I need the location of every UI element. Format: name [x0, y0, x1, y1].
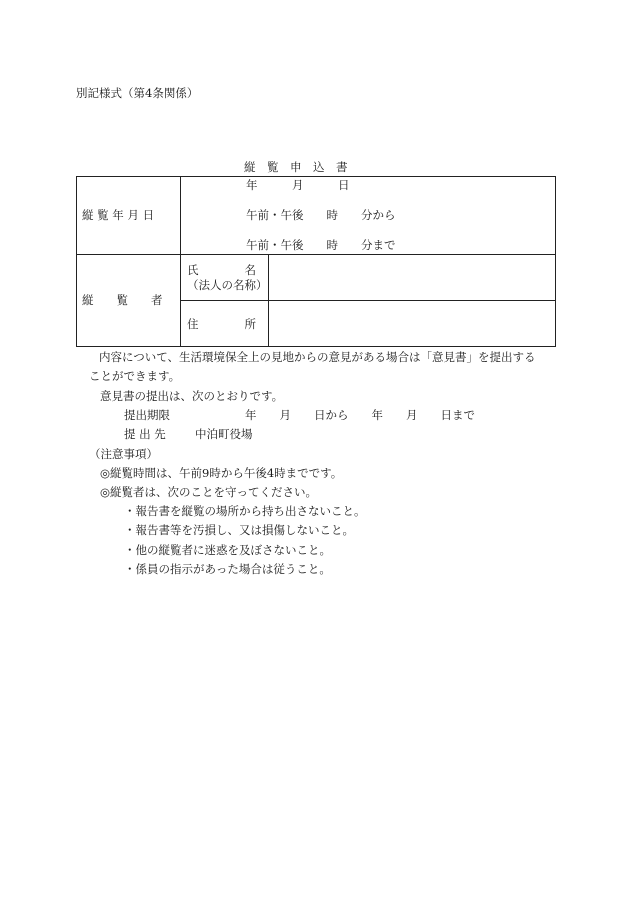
viewer-row-divider [180, 300, 555, 301]
notes-rules-intro: ◎縦覧者は、次のことを守ってください。 [100, 485, 318, 499]
rule-item: ・他の縦覧者に迷惑を及ぼさないこと。 [124, 543, 331, 557]
viewer-label: 縦 覧 者 [82, 293, 163, 307]
corporate-name-label: （法人の名称） [187, 278, 268, 292]
form-reference: 別記様式（第4条関係） [76, 86, 199, 100]
submission-intro: 意見書の提出は、次のとおりです。 [100, 389, 284, 403]
rule-item: ・報告書を縦覧の場所から持ち出さないこと。 [124, 504, 366, 518]
submit-to-value: 中泊町役場 [195, 427, 253, 441]
rule-item: ・係員の指示があった場合は従うこと。 [124, 562, 331, 576]
application-form-table [76, 176, 556, 347]
opinion-paragraph-line2: ことができます。 [89, 369, 181, 383]
deadline-value: 年 月 日から 年 月 日まで [245, 408, 475, 422]
viewing-time-from[interactable]: 午前・午後 時 分から [246, 208, 396, 222]
opinion-paragraph-line1: 内容について、生活環境保全上の見地からの意見がある場合は「意見書」を提出する [99, 350, 536, 364]
label-column-divider [180, 177, 181, 346]
notes-viewing-hours: ◎縦覧時間は、午前9時から午後4時までです。 [100, 466, 343, 480]
form-title: 縦 覧 申 込 書 [244, 160, 348, 174]
name-label: 氏 名 [187, 263, 256, 277]
address-label: 住 所 [187, 317, 256, 331]
rule-item: ・報告書等を汚損し、又は損傷しないこと。 [124, 523, 354, 537]
deadline-label: 提出期限 [124, 408, 170, 422]
date-row-divider [77, 254, 555, 255]
viewing-time-to[interactable]: 午前・午後 時 分まで [246, 238, 396, 252]
submit-to-label: 提 出 先 [124, 427, 166, 441]
viewing-date-ymd[interactable]: 年 月 日 [246, 178, 350, 192]
notes-heading: （注意事項） [89, 447, 158, 461]
viewing-date-label: 縦 覧 年 月 日 [82, 208, 155, 222]
